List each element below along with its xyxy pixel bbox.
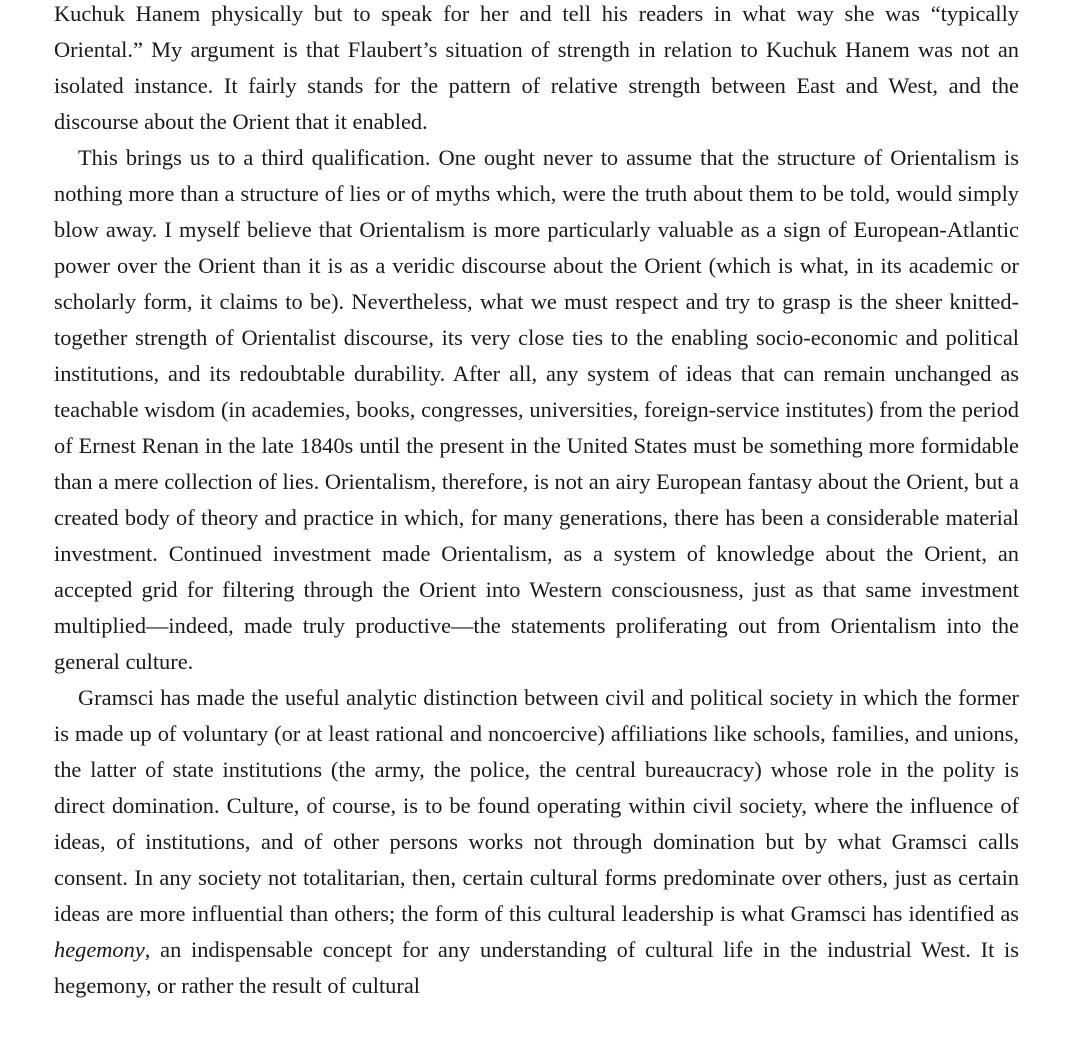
paragraph-3	[54, 680, 1019, 1004]
document-page	[54, 0, 1019, 1004]
paragraph-2-text: This brings us to a third qualification. One ought never to assume that the structure of Orientalism is nothing more than a structure of lies or of myths which, were the truth about them to be told, would simply blow away. I myself believe that Orientalism is more particularly valuable as a sign of European-Atlantic power over the Orient than it is as a veridic discourse about the Orient (which is what, in its academic or scholarly form, it claims to be). Nevertheless, what we must respect and try to grasp is the sheer knitted-together strength of Orientalist discourse, its very close ties to the enabling socio-economic and political institutions, and its redoubtable durability. After all, any system of ideas that can remain unchanged as teachable wisdom (in academies, books, congresses, universities, foreign-service institutes) from the period of Ernest Renan in the late 1840s until the present in the United States must be something more formidable than a mere collection of lies. Orientalism, therefore, is not an airy European fantasy about the Orient, but a created body of theory and practice in which, for many generations, there has been a considerable material investment. Continued investment made Orientalism, as a system of knowledge about the Orient, an accepted grid for filtering through the Orient into Western consciousness, just as that same investment multiplied—indeed, made truly productive—the statements proliferating out from Orientalism into the general culture.	[54, 145, 1019, 674]
hegemony-term: hegemony	[54, 937, 145, 962]
paragraph-3-text-end: , an indispensable concept for any understanding of cultural life in the industrial West. It is hegemony, or rather the result of cultural	[54, 937, 1019, 998]
paragraph-1-text: Kuchuk Hanem physically but to speak for her and tell his readers in what way she was “typically Oriental.” My argument is that Flaubert’s situation of strength in relation to Kuchuk Hanem was not an isolated instance. It fairly stands for the pattern of relative strength between East and West, and the discourse about the Orient that it enabled.	[54, 1, 1019, 134]
paragraph-3-text-start: Gramsci has made the useful analytic distinction between civil and political society in which the former is made up of voluntary (or at least rational and noncoercive) affiliations like schools, families, and unions, the latter of state institutions (the army, the police, the central bureaucracy) whose role in the polity is direct domination. Culture, of course, is to be found operating within civil society, where the influence of ideas, of institutions, and of other persons works not through domination but by what Gramsci calls consent. In any society not totalitarian, then, certain cultural forms predominate over others, just as certain ideas are more influential than others; the form of this cultural leadership is what Gramsci has identified as	[54, 685, 1019, 926]
paragraph-2	[54, 140, 1019, 680]
paragraph-1	[54, 0, 1019, 140]
